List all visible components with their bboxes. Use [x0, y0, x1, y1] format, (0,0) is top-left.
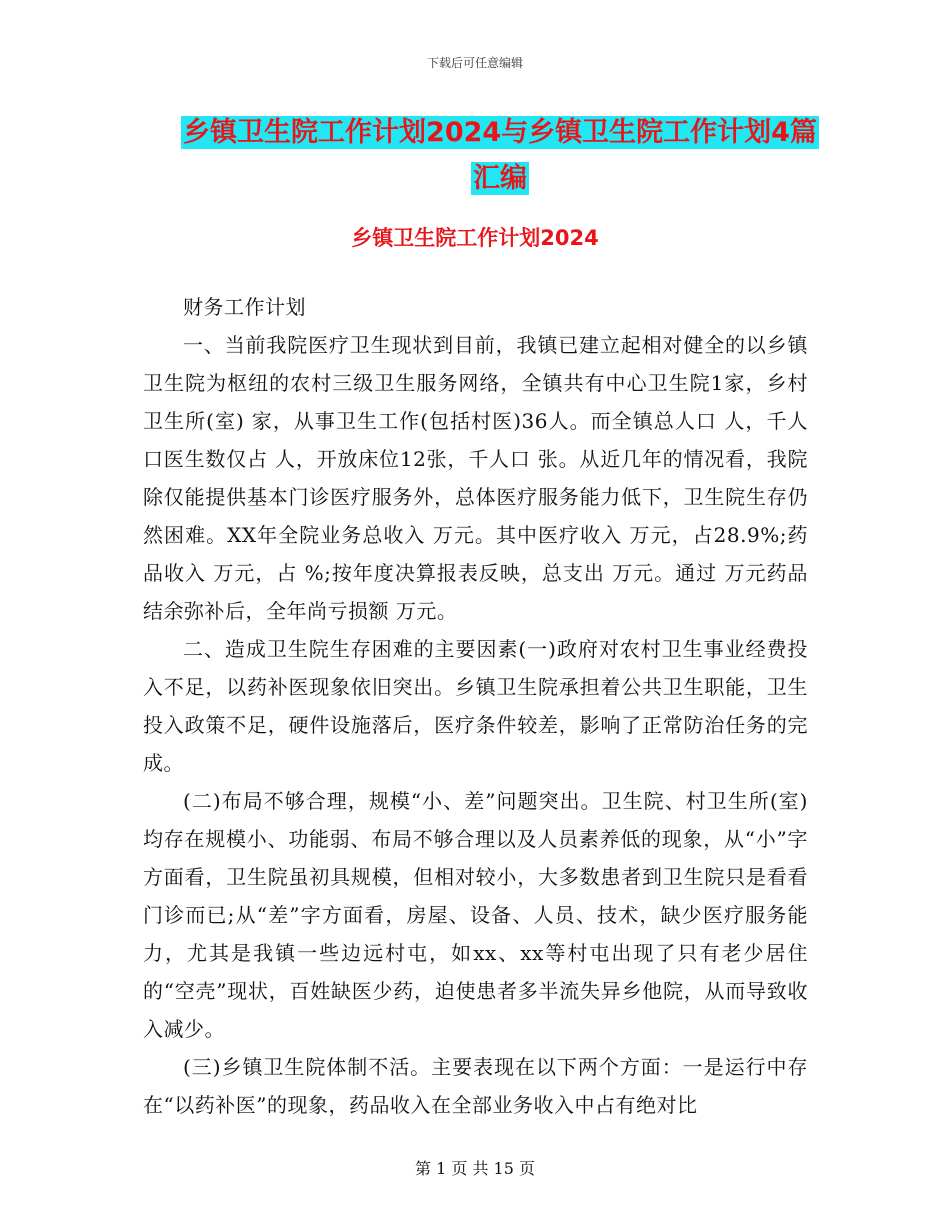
section-title: 乡镇卫生院工作计划2024 [351, 226, 599, 250]
body-text [143, 288, 808, 1124]
paragraph: (二)布局不够合理，规模“小、差”问题突出。卫生院、村卫生所(室)均存在规模小、功能弱、布局不够合理以及人员素养低的现象，从“小”字方面看，卫生院虽初具规模，但相对较小，大多数患者到卫生院只是看看门诊而已;从“差”字方面看，房屋、设备、人员、技术，缺少医疗服务能力，尤其是我镇一些边远村屯，如xx、xx等村屯出现了只有老少居住的“空壳”现状，百姓缺医少药，迫使患者多半流失异乡他院，从而导致收入减少。 [143, 789, 808, 1041]
document-title-line2: 汇编 [473, 163, 527, 194]
paragraph: 财务工作计划 [183, 295, 306, 319]
paragraph: 二、造成卫生院生存困难的主要因素(一)政府对农村卫生事业经费投入不足，以药补医现象依旧突出。乡镇卫生院承担着公共卫生职能，卫生投入政策不足，硬件设施落后，医疗条件较差，影响了正常防治任务的完成。 [143, 637, 808, 775]
paragraph: 一、当前我院医疗卫生现状到目前，我镇已建立起相对健全的以乡镇卫生院为枢纽的农村三级卫生服务网络，全镇共有中心卫生院1家，乡村卫生所(室) 家，从事卫生工作(包括村医)36人。而全镇总人口 人，千人口医生数仅占 人，开放床位12张，千人口 张。从近几年的情况看，我院除仅能提供基本门诊医疗服务外，总体医疗服务能力低下，卫生院生存仍然困难。XX年全院业务总收入 万元。其中医疗收入 万元，占28.9%;药品收入 万元，占 %;按年度决算报表反映，总支出 万元。通过 万元药品结余弥补后，全年尚亏损额 万元。 [143, 333, 808, 623]
document-title-line1: 乡镇卫生院工作计划2024与乡镇卫生院工作计划4篇 [183, 117, 817, 148]
document-title [140, 110, 860, 202]
header-note: 下载后可任意编辑 [426, 56, 523, 70]
paragraph: (三)乡镇卫生院体制不活。主要表现在以下两个方面：一是运行中存在“以药补医”的现象，药品收入在全部业务收入中占有绝对比 [143, 1055, 808, 1117]
page-footer: 第 1 页 共 15 页 [415, 1159, 535, 1178]
